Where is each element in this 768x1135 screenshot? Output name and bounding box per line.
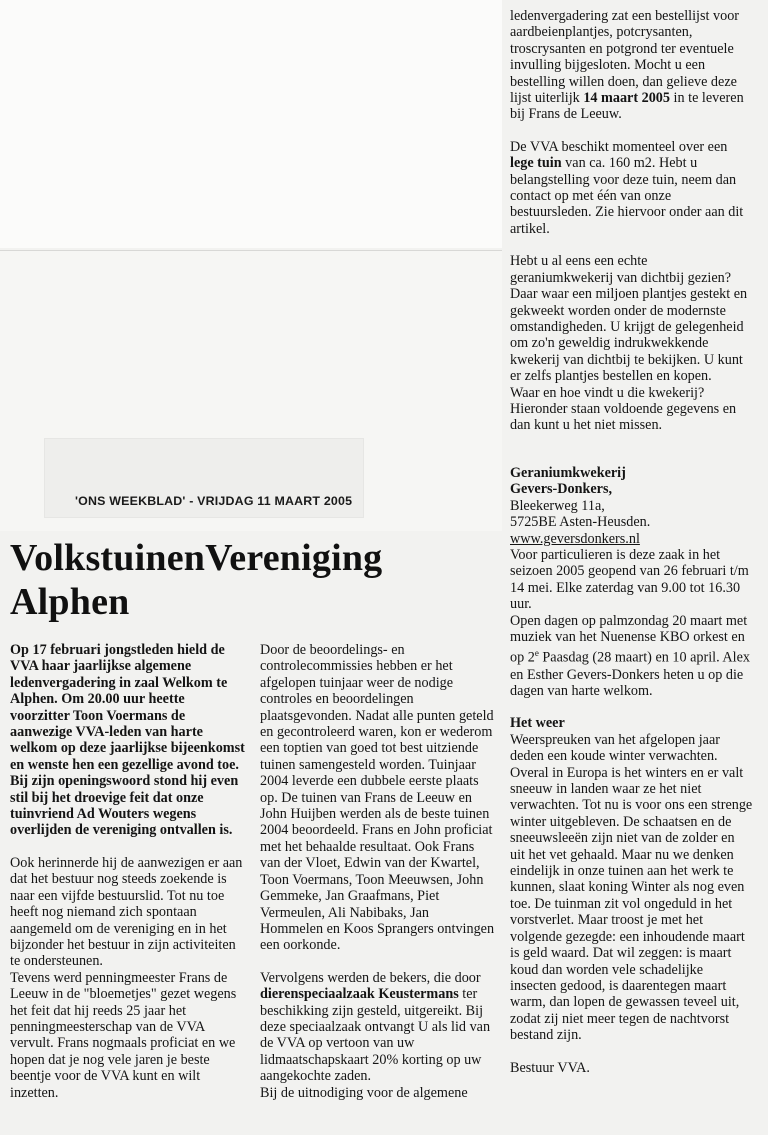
- section-title-weather: Het weer: [510, 715, 565, 732]
- paragraph-order-list: ledenvergadering zat een bestellijst voor aardbeienplantjes, potcrysanten, troscrysanten en potgrond ter eventuele invulling bijgesloten. Mocht u een bestelling willen doen, dan gelieve deze lijst uiterlijk 14 maart 2005 in te leveren bij Frans de Leeuw.: [510, 8, 744, 123]
- right-column-top: [510, 8, 753, 434]
- paragraph-board-member: Ook herinnerde hij de aanwezigen er aan dat het bestuur nog steeds zoekende is naar een vijfde bestuurslid. Tot nu toe heeft nog niemand zich spontaan aangemeld om de vereniging en in het bijzonder het bestuur in zijn activiteiten te ondersteunen.: [10, 854, 243, 970]
- company-name-1: Geraniumkwekerij: [510, 465, 626, 481]
- paragraph-opening-hours: Voor particulieren is deze zaak in het seizoen 2005 geopend van 26 februari t/m 14 mei. Elke zaterdag van 9.00 tot 16.30 uur.: [510, 547, 749, 613]
- company-city: 5725BE Asten-Heusden.: [510, 514, 651, 531]
- article-lead: Op 17 februari jongstleden hield de VVA haar jaarlijkse algemene ledenvergadering in zaal Welkom te Alphen. Om 20.00 uur heette voorzitter Toon Voermans de aanwezige VVA-leden van harte welkom op deze jaarlijkse bijeenkomst en wenste hen een gezellige avond toe. Bij zijn openingswoord stond hij even stil bij het droevige feit dat onze tuinvriend Ad Wouters wegens overlijden de vereniging ontvallen is.: [10, 642, 245, 839]
- paragraph-garden-judging: Door de beoordelings- en controlecommissies hebben er het afgelopen tuinjaar weer de nodige controles en beoordelingen plaatsgevonden. Nadat alle punten geteld en gecontroleerd waren, kon er wederom een toptien van goed tot best uitziende tuinen samengesteld worden. Tuinjaar 2004 leverde een dubbele eerste plaats op. De tuinen van Frans de Leeuw en John Huijben werden als de beste tuinen 2004 beoordeeld. Frans en John proficiat met het behaalde resultaat. Ook Frans van der Vloet, Edwin van der Kwartel, Toon Voermans, Toon Meeuwsen, John Gemmeke, Jan Graafmans, Piet Vermeulen, Ali Nabibaks, Jan Hommelen en Koos Sprangers ontvingen een oorkonde.: [260, 642, 495, 954]
- paragraph-trophies: Vervolgens werden de bekers, die door dierenspeciaalzaak Keustermans ter beschikking zijn gesteld, uitgereikt. Bij deze speciaalzaak ontvangt U als lid van de VVA op vertoon van uw lidmaatschapskaart 20% korting op uw aangekochte zaden.: [260, 969, 491, 1085]
- paragraph-nursery-where: Waar en hoe vindt u die kwekerij? Hieronder staan voldoende gegevens en dan kunt u het niet missen.: [510, 384, 737, 434]
- company-name-2: Gevers-Donkers,: [510, 481, 613, 498]
- company-website-link[interactable]: www.geversdonkers.nl: [510, 530, 640, 547]
- paragraph-empty-garden: De VVA beschikt momenteel over een lege tuin van ca. 160 m2. Hebt u belangstelling voor deze tuin, neem dan contact op met één van onze bestuursleden. Zie hiervoor onder aan dit artikel.: [510, 138, 744, 237]
- paragraph-treasurer: Tevens werd penningmeester Frans de Leeuw in de "bloemetjes" gezet wegens het feit dat hij reeds 25 jaar het penningmeesterschap van de VVA vervult. Frans nogmaals proficiat en we hopen dat je nog vele jaren je beste beentje voor de VVA kunt en wilt inzetten.: [10, 969, 237, 1101]
- newspaper-dateline: 'ONS WEEKBLAD' - VRIJDAG 11 MAART 2005: [75, 494, 353, 508]
- company-street: Bleekerweg 11a,: [510, 497, 605, 514]
- right-column-bottom: [510, 465, 753, 1076]
- paragraph-nursery-intro: Hebt u al eens een echte geraniumkwekerij van dichtbij gezien? Daar waar een miljoen plantjes gestekt en gekweekt worden onder de modernste omstandigheden. U krijgt de gelegenheid om zo'n geweldig indrukwekkende kwekerij van dichtbij te bekijken. U kunt er zelfs plantjes bestellen en kopen.: [510, 253, 748, 385]
- headline-line-2: Alphen: [10, 581, 130, 623]
- paragraph-open-days: Open dagen op palmzondag 20 maart met muziek van het Nuenense KBO orkest en op 2e Paasdag (28 maart) en 10 april. Alex en Esther Gevers-Donkers heten u op die dagen van harte welkom.: [510, 612, 750, 700]
- blank-area-top: [0, 0, 502, 248]
- article-headline: [10, 536, 500, 624]
- article-column-1: [10, 642, 245, 1101]
- signature-board: Bestuur VVA.: [510, 1059, 590, 1076]
- article-column-2: [260, 642, 495, 1101]
- paragraph-weather: Weerspreuken van het afgelopen jaar deden een koude winter verwachten. Overal in Europa is het winters en er valt sneeuw in landen waar ze het niet verwachten. Tot nu is voor ons een strenge winter uitgebleven. De schaatsen en de sneeuwsleeën zijn niet van de zolder en uit het vet gehaald. Maar nu we denken eindelijk in onze tuinen aan het werk te kunnen, slaat koning Winter als nog even toe. De tuinman zit vol ongeduld in het vorstverlet. Maar troost je met het volgende gezegde: een inhoudende maart is geld waard. Dat wil zeggen: is maart koud dan worden vele schadelijke insecten gedood, is daarentegen maart warm, dan lopen de gewassen teveel uit, zodat zij niet meer tegen de nachtvorst bestand zijn.: [510, 731, 753, 1044]
- paragraph-invitation: Bij de uitnodiging voor de algemene: [260, 1084, 468, 1101]
- headline-line-1: VolkstuinenVereniging: [10, 537, 383, 579]
